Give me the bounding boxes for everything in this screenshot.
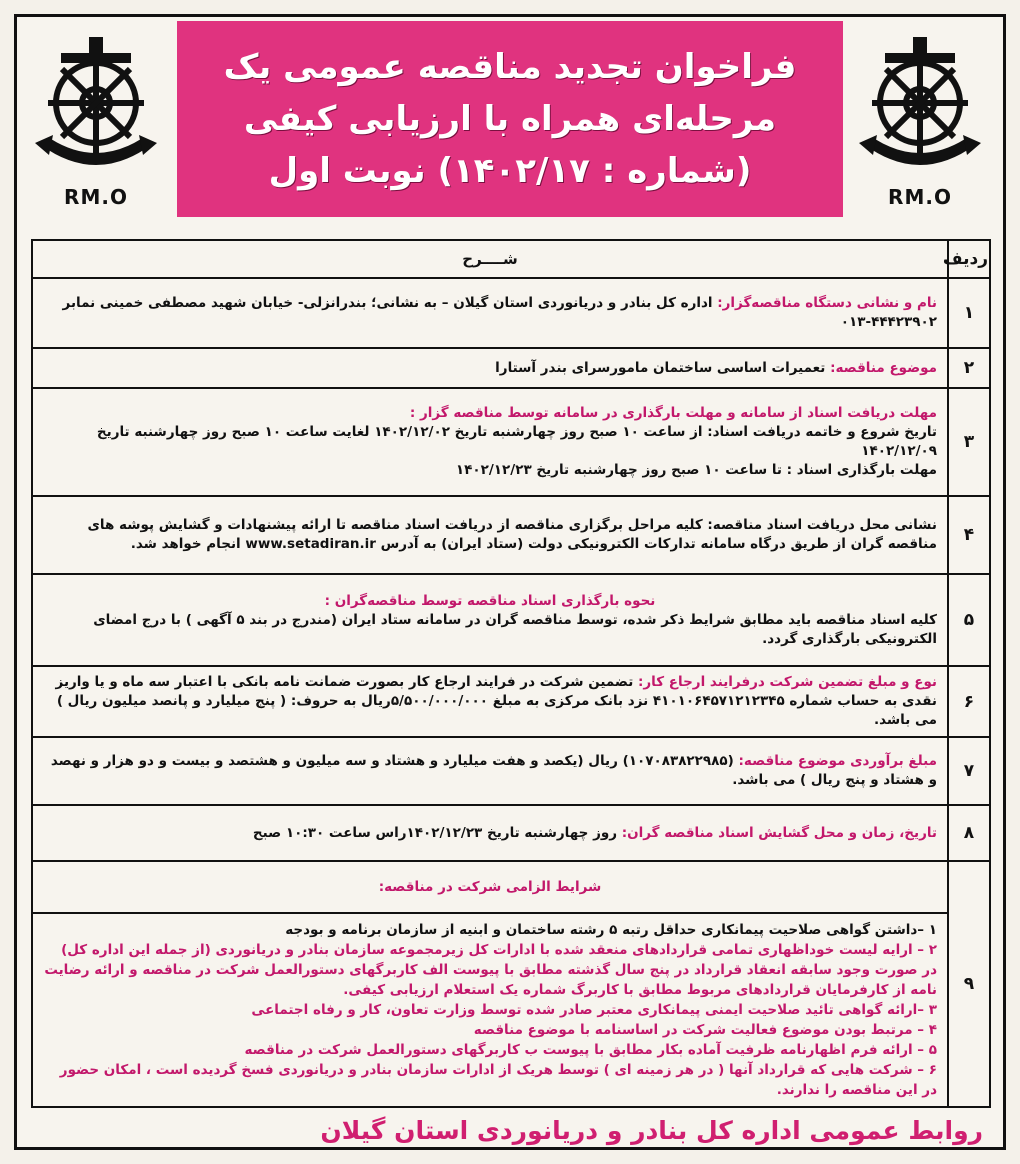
row-content	[32, 666, 948, 737]
row-content	[32, 574, 948, 666]
row-content	[32, 388, 948, 496]
table-row	[32, 737, 990, 805]
table-row	[32, 574, 990, 666]
logo-text: RM.O	[888, 185, 952, 209]
row-label: نام و نشانی دستگاه مناقصه‌گزار:	[717, 295, 937, 311]
title-box	[177, 21, 843, 217]
row-line: تاریخ شروع و خاتمه دریافت اسناد: از ساعت ۱۰ صبح روز چهارشنبه تاریخ ۱۴۰۲/۱۲/۰۲ لغایت ساعت ۱۰ صبح روز چهارشنبه تاریخ ۱۴۰۲/۱۲/۰۹	[96, 424, 937, 459]
condition-item: ۴ – مرتبط بودن موضوع فعالیت شرکت در اساسنامه با موضوع مناقصه	[473, 1022, 937, 1038]
col-header-row: ردیف	[948, 240, 990, 278]
row-line: مهلت بارگذاری اسناد : تا ساعت ۱۰ صبح روز چهارشنبه تاریخ ۱۴۰۲/۱۲/۲۳	[455, 462, 937, 478]
row-number: ۶	[948, 666, 990, 737]
row-text: تضمین شرکت در فرایند ارجاع کار بصورت ضمانت نامه بانکی با اعتبار سه ماه و یا واریز نقدی به حساب شماره ۴۱۰۱۰۶۴۵۷۱۲۱۲۳۴۵ نزد بانک مرکزی به مبلغ ۵/۵۰۰/۰۰۰/۰۰۰ریال به حروف: ( پنج میلیارد و پانصد میلیون ریال ) می باشد.	[55, 674, 937, 728]
row-label: تاریخ، زمان و محل گشایش اسناد مناقصه گران:	[621, 824, 937, 841]
row-text: کلیه اسناد مناقصه باید مطابق شرایط ذکر شده، توسط مناقصه گران در سامانه ستاد ایران (مندرج در بند ۵ آگهی ) با درج امضای الکترونیکی بارگذاری گردد.	[93, 611, 937, 647]
row-text: روز چهارشنبه تاریخ ۱۴۰۲/۱۲/۲۳راس ساعت ۱۰:۳۰ صبح	[252, 824, 618, 841]
row-number: ۹	[948, 861, 990, 1107]
title-line-2: مرحله‌ای همراه با ارزیابی کیفی	[243, 99, 777, 139]
row-label: موضوع مناقصه:	[830, 359, 937, 376]
tender-table	[31, 239, 991, 1108]
condition-item: ۵ – ارائه فرم اظهارنامه ظرفیت آماده بکار مطابق با پیوست ب کاربرگهای دستورالعمل شرکت در مناقصه	[244, 1042, 937, 1058]
footer-text: روابط عمومی اداره کل بنادر و دریانوردی استان گیلان	[320, 1116, 983, 1145]
table-row	[32, 913, 990, 1107]
col-header-desc: شــــرح	[32, 240, 948, 278]
table-row	[32, 388, 990, 496]
title-line-1: فراخوان تجدید مناقصه عمومی یک	[223, 47, 797, 87]
row-content	[32, 278, 948, 348]
anchor-wheel-icon	[855, 35, 985, 185]
anchor-wheel-icon	[31, 35, 161, 185]
row-number: ۱	[948, 278, 990, 348]
row-content	[32, 805, 948, 861]
row-number: ۴	[948, 496, 990, 574]
header	[17, 17, 1003, 225]
row-content	[32, 737, 948, 805]
row-text: تعمیرات اساسی ساختمان مامورسرای بندر آستارا	[495, 359, 826, 376]
rmo-logo-right	[855, 35, 985, 215]
row-number: ۲	[948, 348, 990, 388]
condition-item: ۲ – ارایه لیست خوداظهاری تمامی قراردادهای منعقد شده با ادارات کل زیرمجموعه سازمان بنادر و دریانوردی (از جمله این اداره کل) در صورت وجود سابقه انعقاد قرارداد در پنج سال گذشته مطابق با پیوست الف کاربرگهای دستورالعمل شرکت در مناقصه و ارائه رضایت نامه از کارفرمایان قراردادهای مربوط مطابق با کاربرگ شماره یک استعلام ارزیابی کیفی.	[44, 942, 937, 998]
table-row	[32, 496, 990, 574]
table-row	[32, 861, 990, 913]
row-number: ۸	[948, 805, 990, 861]
row-content: نشانی محل دریافت اسناد مناقصه: کلیه مراحل برگزاری مناقصه از دریافت اسناد مناقصه تا ارائه پیشنهادات و گشایش پوشه های مناقصه گران از طریق درگاه سامانه تدارکات الکترونیکی دولت (ستاد ایران) به آدرس www.setadiran.ir انجام خواهد شد.	[32, 496, 948, 574]
row-number: ۵	[948, 574, 990, 666]
rmo-logo-left	[31, 35, 161, 215]
row-number: ۷	[948, 737, 990, 805]
row-heading: شرایط الزامی شرکت در مناقصه:	[32, 861, 948, 913]
row-number: ۳	[948, 388, 990, 496]
title-line-3: (شماره : ۱۴۰۲/۱۷) نوبت اول	[268, 151, 752, 191]
table-row	[32, 805, 990, 861]
row-text: (۱۰۷۰۸۳۸۲۲۹۸۵) ریال (یکصد و هفت میلیارد و هشتاد و سه میلیون و هشتصد و بیست و دو هزار و نهصد و هشتاد و پنج ریال ) می باشد.	[50, 753, 937, 788]
row-label: نوع و مبلغ تضمین شرکت درفرایند ارجاع کار:	[638, 674, 937, 690]
condition-item: ۱ –داشتن گواهی صلاحیت پیمانکاری حداقل رتبه ۵ رشته ساختمان و ابنیه از سازمان برنامه و بودجه	[285, 922, 937, 938]
table-row	[32, 278, 990, 348]
conditions-list	[32, 913, 948, 1107]
notice-page	[14, 14, 1006, 1150]
condition-item: ۶ – شرکت هایی که قرارداد آنها ( در هر زمینه ای ) توسط هریک از ادارات سازمان بنادر و دریانوردی فسخ گردیده است ، امکان حضور در این مناقصه را ندارند.	[59, 1062, 937, 1098]
logo-text: RM.O	[64, 185, 128, 209]
condition-item: ۳ –ارائه گواهی تائید صلاحیت ایمنی پیمانکاری معتبر صادر شده توسط وزارت تعاون، کار و رفاه اجتماعی	[251, 1002, 937, 1018]
row-text: اداره کل بنادر و دریانوردی استان گیلان – به نشانی؛ بندرانزلی- خیابان شهید مصطفی خمینی نمابر ۴۴۴۲۳۹۰۲-۰۱۳	[62, 295, 937, 330]
table-row	[32, 348, 990, 388]
row-label: مبلغ برآوردی موضوع مناقصه:	[738, 753, 937, 769]
row-heading: مهلت دریافت اسناد از سامانه و مهلت بارگذاری در سامانه توسط مناقصه گزار :	[409, 405, 937, 421]
table-row	[32, 666, 990, 737]
row-heading: نحوه بارگذاری اسناد مناقصه توسط مناقصه‌گران :	[324, 592, 656, 609]
row-content	[32, 348, 948, 388]
